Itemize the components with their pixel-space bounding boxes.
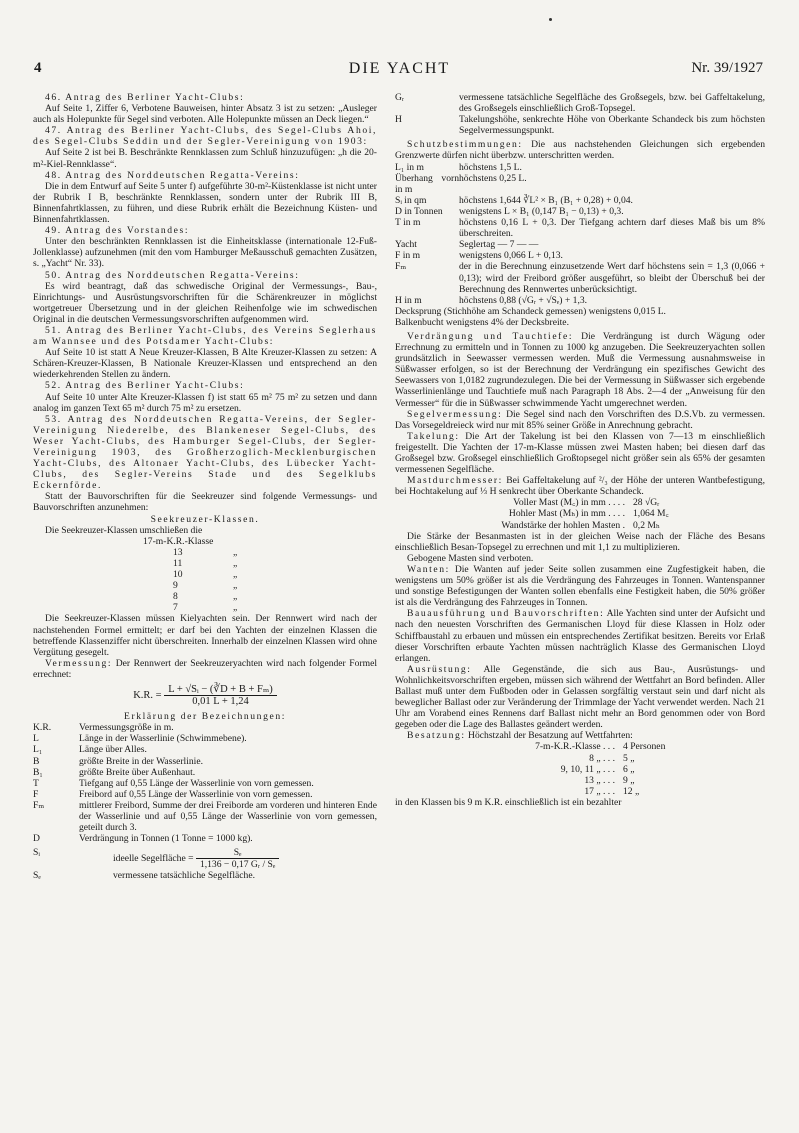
kr-lhs: K.R. =	[133, 689, 162, 701]
crew-row: 13 „ . . . 9 „	[584, 774, 635, 786]
motion-49-text: Unter den beschränkten Rennklassen ist die Einheitsklasse (internationale 12-Fuß-Jollenklasse) aufzunehmen (mit den vom Hamburger Meßausschuß gemachten Zusätzen, s. „Yacht“ Nr. 33).	[33, 236, 377, 270]
definition-row: Gᵣ vermessene tatsächliche Segelfläche des Großsegels, bzw. bei Gaffeltakelung, des Großsegels einschließlich Groß-Topsegel.	[395, 92, 765, 115]
motion-47-title: 47. Antrag des Berliner Yacht-Clubs, des Segel-Clubs Ahoi, des Segel-Clubs Seddin und der Segler-Vereinigung von 1903:	[33, 125, 377, 148]
motion-53-text: Statt der Bauvorschriften für die Seekreuzer sind folgende Vermessungs- und Bauvorschriften anzunehmen:	[33, 491, 377, 514]
definition-row: Fₘ mittlerer Freibord, Summe der drei Freiborde am vorderen und hinteren Ende der Wasserlinie und auf 0,55 Länge der Wasserlinie von vorn gemessen, geteilt durch 3.	[33, 799, 377, 834]
motion-46-title: 46. Antrag des Berliner Yacht-Clubs:	[45, 92, 245, 103]
definition-row: T Tiefgang auf 0,55 Länge der Wasserlinie von vorn gemessen.	[33, 777, 314, 789]
limits-list	[395, 162, 765, 306]
seekreuzer-paragraph: Die Seekreuzer-Klassen müssen Kielyachten sein. Der Rennwert wird nach der nachstehenden Formel ermittelt; er darf bei den Yachten der einzelnen Klassen die betreffende Klassenziffer nicht überschreiten. Innerhalb der einzelnen Klassen wird ohne Vergütung gesegelt.	[33, 613, 377, 658]
definition-row: K.R. Vermessungsgröße in m.	[33, 722, 174, 734]
mast-row: Voller Mast (M꜀) in mm . . . . 28 √Gᵣ	[513, 497, 660, 509]
right-column	[395, 92, 765, 808]
motion-50-title: 50. Antrag des Norddeutschen Regatta-Vereins:	[45, 269, 300, 281]
limit-row: D in Tonnen wenigstens L × B₁ (0,147 B₁ − 0,13) + 0,3.	[395, 205, 624, 217]
definition-row: H Takelungshöhe, senkrechte Höhe von Oberkante Schandeck bis zum höchsten Segelvermessungspunkt.	[395, 114, 765, 137]
motion-53-title: 53. Antrag des Norddeutschen Regatta-Vereins, der Segler-Vereinigung Niederelbe, des Blankeneser Segel-Clubs, des Weser Yacht-Clubs, des Hamburger Segel-Clubs, der Segler-Vereinigung 1903, des Großherzoglich-Mecklenburgischen Yacht-Clubs, des Altonaer Yacht-Clubs, des Lübecker Yacht-Clubs, des Segler-Vereins Stade und des Segelklubs Eckernförde.	[33, 413, 377, 492]
ausruestung-label: Ausrüstung:	[407, 663, 472, 675]
final-line: in den Klassen bis 9 m K.R. einschließlich ist ein bezahlter	[395, 796, 622, 808]
class-item: 9 „	[173, 580, 238, 592]
crew-row: 8 „ . . . 5 „	[589, 752, 635, 764]
takelung-text: Die Art der Takelung ist bei den Klassen von 7—13 m einschließlich freigestellt. Die Yachten der 17-m-Klasse müssen zwei Masten haben; bei diesen darf das Großsegel bzw. Großsegel einschließlich Großtopsegel nicht größer sein als 65% der gesamten vermessenen Segelfläche.	[395, 430, 765, 476]
si-formula: Sᵢ ideelle Segelfläche = $\frac{\text{Sₑ}}{\text{1,136 − 0,17 Gᵣ / Sₑ}}$	[33, 847, 377, 870]
print-speck	[549, 18, 552, 21]
takelung-label: Takelung:	[407, 430, 460, 442]
bau-text: Alle Yachten sind unter der Aufsicht und nach den neuesten Vorschriften des Germanischen Lloyd für diese Klassen in Holz oder Schiffbaustahl zu erbauen und müssen ein entsprechendes Zertifikat besitzen. Bereits vor Erlaß dieser Vorschriften erbaute Yachten müssen nachträglich Klasse des Germanischen Lloyd erlangen.	[395, 608, 765, 664]
balkenbucht: Balkenbucht wenigstens 4% der Decksbreite.	[395, 316, 569, 328]
wanten-text: Die Wanten auf jeder Seite sollen zusammen eine Zugfestigkeit haben, die wenigstens um 50% größer ist als die Verdrängung des Fahrzeuges in Tonnen. Wantenspanner und sonstige Befestigungen der Wanten sollen ebenfalls eine Festigkeit haben, die 50% größer ist als die Verdrängung des Fahrzeuges in Tonnen.	[395, 563, 765, 609]
vermessung-label: Vermessung:	[45, 657, 113, 669]
seekreuzer-intro: Die Seekreuzer-Klassen umschließen die	[45, 524, 203, 536]
motion-48-text: Die in dem Entwurf auf Seite 5 unter f) aufgeführte 30-m²-Küstenklasse ist nicht unter der Rubrik I B, beschränkte Rennklassen, sondern unter der Rubrik III B, Binnenfahrtklassen, zu führen, und diese Rubrik erhält die Bezeichnung Küsten- und Binnenfahrtklassen.	[33, 180, 377, 226]
crew-table	[395, 741, 765, 796]
besatzung-label: Besatzung:	[407, 730, 466, 742]
seekreuzer-heading: Seekreuzer-Klassen.	[150, 513, 260, 525]
vermessung-text: Der Rennwert der Seekreuzeryachten wird nach folgender Formel errechnet:	[33, 657, 378, 680]
si-denominator: 1,136 − 0,17 Gᵣ / Sₑ	[199, 859, 276, 871]
bau-label: Bauausführung und Bauvorschriften:	[407, 608, 605, 620]
left-column	[33, 92, 377, 882]
schutz-label: Schutzbestimmungen:	[407, 139, 523, 151]
limit-row: Sᵢ in qm höchstens 1,644 ∛L² × B₁ (B₁ + 0,28) + 0,04.	[395, 194, 633, 206]
motion-46-text: Auf Seite 1, Ziffer 6, Verbotene Bauweisen, hinter Absatz 3 ist zu setzen: „Ausleger auch als Holepunkte für Segel sind verboten. Alle Holepunkte müssen an Deck liegen.“	[33, 103, 377, 126]
schutz-text: Die aus nachstehenden Gleichungen sich ergebenden Grenzwerte dürfen nicht überbzw. unterschritten werden.	[395, 139, 765, 162]
definition-row: L Länge in der Wasserlinie (Schwimmebene).	[33, 733, 247, 745]
crew-row: 9, 10, 11 „ . . . 6 „	[560, 763, 635, 775]
motion-51-text: Auf Seite 10 ist statt A Neue Kreuzer-Klassen, B Alte Kreuzer-Klassen zu setzen: A Schären-Kreuzer-Klassen, B Nationale Kreuzer-Klassen und entsprechend an den wiederkehrenden Stellen zu ändern.	[33, 347, 377, 381]
crew-row: 7-m-K.R.-Klasse . . . 4 Personen	[535, 741, 666, 753]
definition-row: L₁ Länge über Alles.	[33, 744, 147, 756]
limit-row: L₁ in m höchstens 1,5 L.	[395, 161, 522, 173]
definition-row: F Freibord auf 0,55 Länge der Wasserlinie von vorn gemessen.	[33, 788, 313, 800]
class-list	[33, 547, 377, 614]
journal-title: DIE YACHT	[348, 60, 451, 77]
verdraengung-text: Die Verdrängung ist durch Wägung oder Errechnung zu ermitteln und in Tonnen zu 1000 kg anzugeben. Die Seekreuzeryachten sollen grundsätzlich in Seewasser vermessen werden. Muß die Vermessung ausnahmsweise in Süßwasser erfolgen, so ist der Berechnung der Verdrängung ein spezifisches Gewicht des Seewassers von 1,0182 zugrundezulegen. Die bei der Vermessung in Süßwasser sich ergebende Wasserlinienlänge und Tauchtiefe muß nach Paragraph 18 Abs. 2—4 der „Anweisung für den Vermesser“ für die in Süßwasser schwimmende Yacht umgerechnet werden.	[395, 330, 765, 409]
motion-51-title: 51. Antrag des Berliner Yacht-Clubs, des Vereins Seglerhaus am Wannsee und des Potsdamer Yacht-Clubs:	[33, 324, 377, 348]
besatzung-text: Höchstzahl der Besatzung auf Wettfahrten:	[468, 730, 633, 742]
erklaerung-heading: Erklärung der Bezeichnungen:	[123, 711, 286, 723]
class-first: 17-m-K.R.-Klasse	[143, 535, 214, 547]
mast-row: Wandstärke der hohlen Masten . 0,2 Mₕ	[501, 519, 661, 531]
si-numerator: Sₑ	[196, 847, 279, 859]
mast-label: Mastdurchmesser:	[407, 475, 503, 487]
limit-row: Fₘ der in die Berechnung einzusetzende Wert darf höchstens sein = 1,3 (0,066 + 0,13); wird der Freibord größer ausgeführt, so bleibt der Überschuß bei der Berechnung des Rennwertes unberücksichtigt.	[395, 261, 765, 295]
motion-48-title: 48. Antrag des Norddeutschen Regatta-Vereins:	[45, 169, 300, 181]
limit-row: H in m höchstens 0,88 (√Gᵣ + √Sₑ) + 1,3.	[395, 294, 588, 306]
mast-text: Bei Gaffeltakelung auf ²/₃ der Höhe der unteren Wantbefestigung, bei Hochtakelung auf ⅓ H senkrecht über Oberkante Schandeck.	[395, 475, 765, 498]
ausruestung-text: Alle Gegenstände, die sich aus Bau-, Ausrüstungs- und Wohnlichkeitsvorschriften ergeben, müssen sich während der Wettfahrt an Bord befinden. Aller Ballast muß unter dem Fußboden oder in Gelassen sorgfältig verstaut sein und darf nicht als beweglicher Ballast oder zur Veränderung der Trimmlage der Yacht verwendet werden. Nach 21 Uhr am Vorabend eines Rennens darf Ballast nicht mehr an Bord genommen oder von Bord gegeben oder die Lage des Ballastes geändert werden.	[395, 663, 766, 731]
verdraengung-label: Verdrängung und Tauchtiefe:	[407, 330, 574, 342]
class-item: 7 „	[173, 602, 238, 614]
motion-47-text: Auf Seite 2 ist bei B. Beschränkte Rennklassen zum Schluß hinzuzufügen: „h die 20-m²-Kiel-Rennklasse“.	[33, 147, 377, 170]
motion-49-title: 49. Antrag des Vorstandes:	[45, 225, 190, 237]
motion-50-text: Es wird beantragt, daß das schwedische Original der Vermessungs-, Bau-, Einrichtungs- und Ausrüstungsvorschriften für die Schärenkreuzer in möglichst wortgetreuer Übersetzung und in der gleichen Reihenfolge wie im schwedischen Original in die deutschen Vermessungsvorschriften aufgenommen wird.	[33, 280, 377, 325]
mast-table	[435, 497, 765, 530]
wanten-label: Wanten:	[407, 563, 450, 575]
limit-row: Überhang vorn in m höchstens 0,25 L.	[395, 172, 527, 195]
definition-row: B₁ größte Breite über Außenhaut.	[33, 766, 196, 778]
segelvermessung-text: Die Segel sind nach den Vorschriften des D.S.Vb. zu vermessen. Das Vorsegeldreieck wird nur mit 85% seiner Größe in Anrechnung gebracht.	[395, 408, 765, 431]
limit-row: F in m wenigstens 0,066 L + 0,13.	[395, 250, 563, 262]
decksprung: Decksprung (Stichhöhe am Schandeck gemessen) wenigstens 0,015 L.	[395, 305, 666, 317]
class-item: 10 „	[173, 569, 238, 581]
class-item: 8 „	[173, 591, 238, 603]
definition-row: D Verdrängung in Tonnen (1 Tonne = 1000 kg).	[33, 833, 253, 845]
mast-row: Hohler Mast (Mₕ) in mm . . . . 1,064 M꜀	[508, 508, 669, 520]
mast-paragraph-2: Die Stärke der Besanmasten ist in der gleichen Weise nach der Fläche des Besans einschließlich Besan-Topsegel zu errechnen und mit 1,1 zu multiplizieren.	[395, 530, 765, 553]
limit-row: T in m höchstens 0,16 L + 0,3. Der Tiefgang achtern darf dieses Maß bis um 8% überschreiten.	[395, 217, 765, 240]
motion-52-title: 52. Antrag des Berliner Yacht-Clubs:	[45, 380, 245, 392]
kr-formula	[33, 684, 377, 707]
motion-52-text: Auf Seite 10 unter Alte Kreuzer-Klassen f) ist statt 65 m² 75 m² zu setzen und dann analog im ganzen Text 65 m² durch 75 m² zu ersetzen.	[33, 391, 377, 414]
definition-list	[33, 722, 377, 844]
kr-numerator: L + √Sᵢ − (∛D + B + Fₘ)	[164, 684, 277, 696]
crew-row: 17 „ . . . 12 „	[584, 785, 640, 797]
class-item: 13 „	[173, 546, 238, 558]
class-item: 11 „	[173, 557, 238, 569]
issue-number: Nr. 39/1927	[691, 60, 763, 76]
limit-row: Yacht Seglertag — 7 — —	[395, 239, 539, 251]
kr-denominator: 0,01 L + 1,24	[192, 696, 249, 708]
mast-paragraph-3: Gebogene Masten sind verboten.	[407, 552, 534, 564]
definition-row: Sₑ vermessene tatsächliche Segelfläche.	[33, 870, 255, 882]
page-number: 4	[34, 60, 42, 76]
segelvermessung-label: Segelvermessung:	[407, 408, 503, 420]
definition-row: B größte Breite in der Wasserlinie.	[33, 755, 203, 767]
